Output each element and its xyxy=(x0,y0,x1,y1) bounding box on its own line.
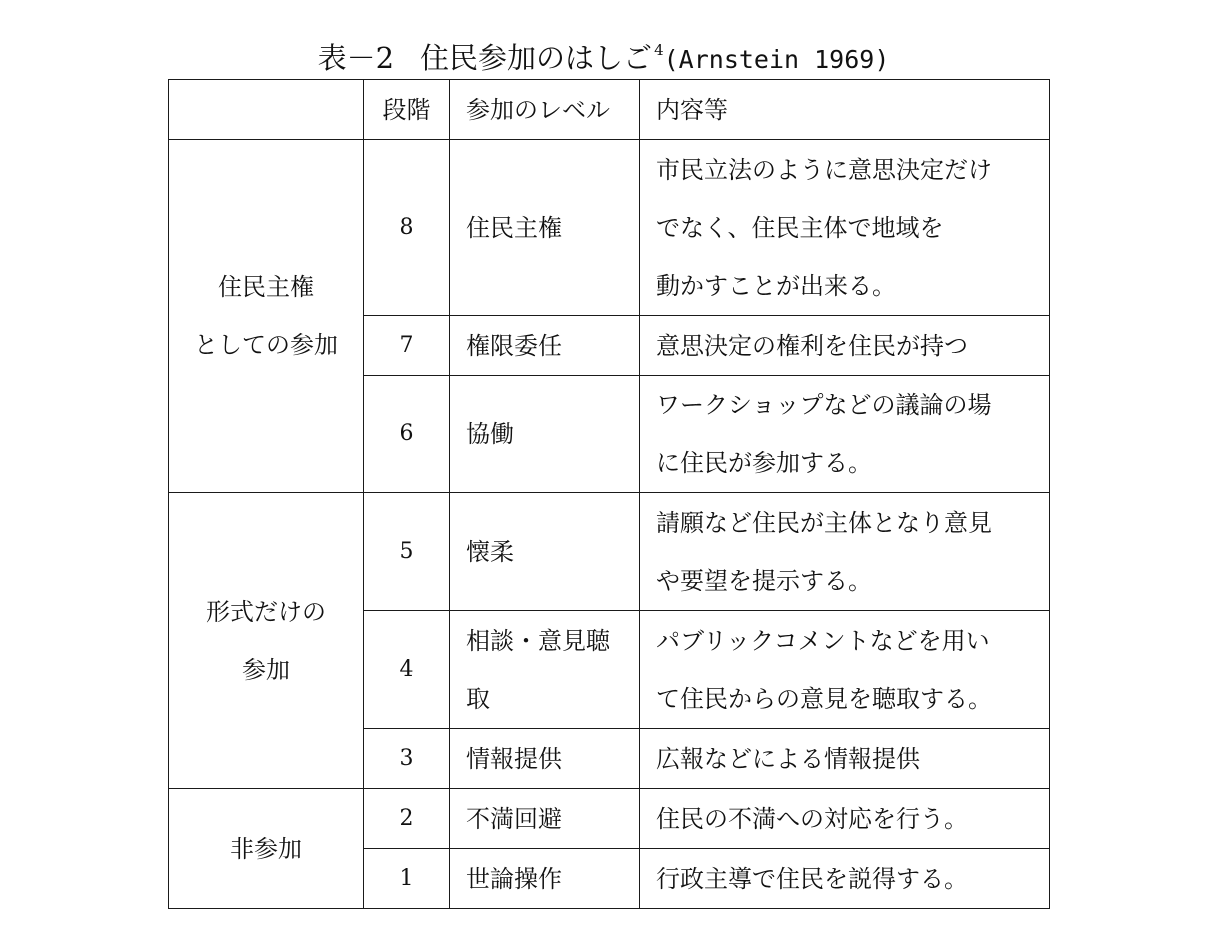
level-cell xyxy=(450,729,640,789)
table-row xyxy=(169,140,1050,316)
content-line: 動かすことが出来る。 xyxy=(656,271,896,300)
level-cell xyxy=(450,849,640,909)
category-tokenism xyxy=(169,493,364,789)
footnote-marker: 4 xyxy=(654,41,664,59)
content-line: 住民の不満への対応を行う。 xyxy=(656,804,968,833)
content-cell xyxy=(640,376,1050,493)
header-row xyxy=(169,80,1050,140)
category-line: 住民主権 xyxy=(218,273,314,301)
content-line: でなく、住民主体で地域を xyxy=(656,213,944,242)
table-caption xyxy=(0,26,1207,84)
level-line: 情報提供 xyxy=(466,744,562,773)
table-row xyxy=(169,789,1050,849)
level-cell xyxy=(450,376,640,493)
participation-ladder-table xyxy=(168,79,1050,909)
level-line: 住民主権 xyxy=(466,213,562,242)
level-line: 協働 xyxy=(466,420,514,448)
content-line: 請願など住民が主体となり意見 xyxy=(656,508,992,537)
content-cell xyxy=(640,729,1050,789)
level-cell xyxy=(450,316,640,376)
category-line: としての参加 xyxy=(194,331,338,359)
content-line: 意思決定の権利を住民が持つ xyxy=(656,331,968,360)
content-line: て住民からの意見を聴取する。 xyxy=(656,684,992,713)
level-line: 世論操作 xyxy=(466,864,562,893)
step-cell: 2 xyxy=(364,789,450,849)
category-line: 非参加 xyxy=(230,834,302,863)
level-cell xyxy=(450,140,640,316)
level-line: 権限委任 xyxy=(466,331,562,360)
category-non-participation xyxy=(169,789,364,909)
content-cell xyxy=(640,316,1050,376)
level-cell xyxy=(450,493,640,611)
category-line: 参加 xyxy=(242,655,290,684)
content-line: 広報などによる情報提供 xyxy=(656,744,920,773)
level-cell xyxy=(450,789,640,849)
step-cell: 4 xyxy=(364,611,450,729)
content-line: や要望を提示する。 xyxy=(656,566,872,595)
header-step: 段階 xyxy=(364,80,450,140)
content-line: に住民が参加する。 xyxy=(656,449,872,477)
table-number: 表－2 xyxy=(317,41,395,75)
content-line: 行政主導で住民を説得する。 xyxy=(656,864,968,893)
content-cell xyxy=(640,493,1050,611)
step-cell: 7 xyxy=(364,316,450,376)
level-line: 不満回避 xyxy=(466,804,562,833)
step-cell: 3 xyxy=(364,729,450,789)
content-cell xyxy=(640,849,1050,909)
content-line: パブリックコメントなどを用い xyxy=(656,626,990,655)
citation: (Arnstein 1969) xyxy=(663,45,890,74)
content-cell xyxy=(640,789,1050,849)
header-level: 参加のレベル xyxy=(450,80,640,140)
content-line: 市民立法のように意思決定だけ xyxy=(656,155,992,184)
level-cell xyxy=(450,611,640,729)
step-cell: 6 xyxy=(364,376,450,493)
content-line: ワークショップなどの議論の場 xyxy=(656,391,992,419)
step-cell: 5 xyxy=(364,493,450,611)
step-cell: 8 xyxy=(364,140,450,316)
header-category xyxy=(169,80,364,140)
category-citizen-power xyxy=(169,140,364,493)
level-line: 取 xyxy=(466,684,490,713)
content-cell xyxy=(640,140,1050,316)
table-title: 住民参加のはしご xyxy=(420,41,653,75)
header-content: 内容等 xyxy=(640,80,1050,140)
step-cell: 1 xyxy=(364,849,450,909)
content-cell xyxy=(640,611,1050,729)
category-line: 形式だけの xyxy=(206,597,326,626)
table-row xyxy=(169,493,1050,611)
level-line: 相談・意見聴 xyxy=(466,626,610,655)
level-line: 懐柔 xyxy=(466,537,514,566)
